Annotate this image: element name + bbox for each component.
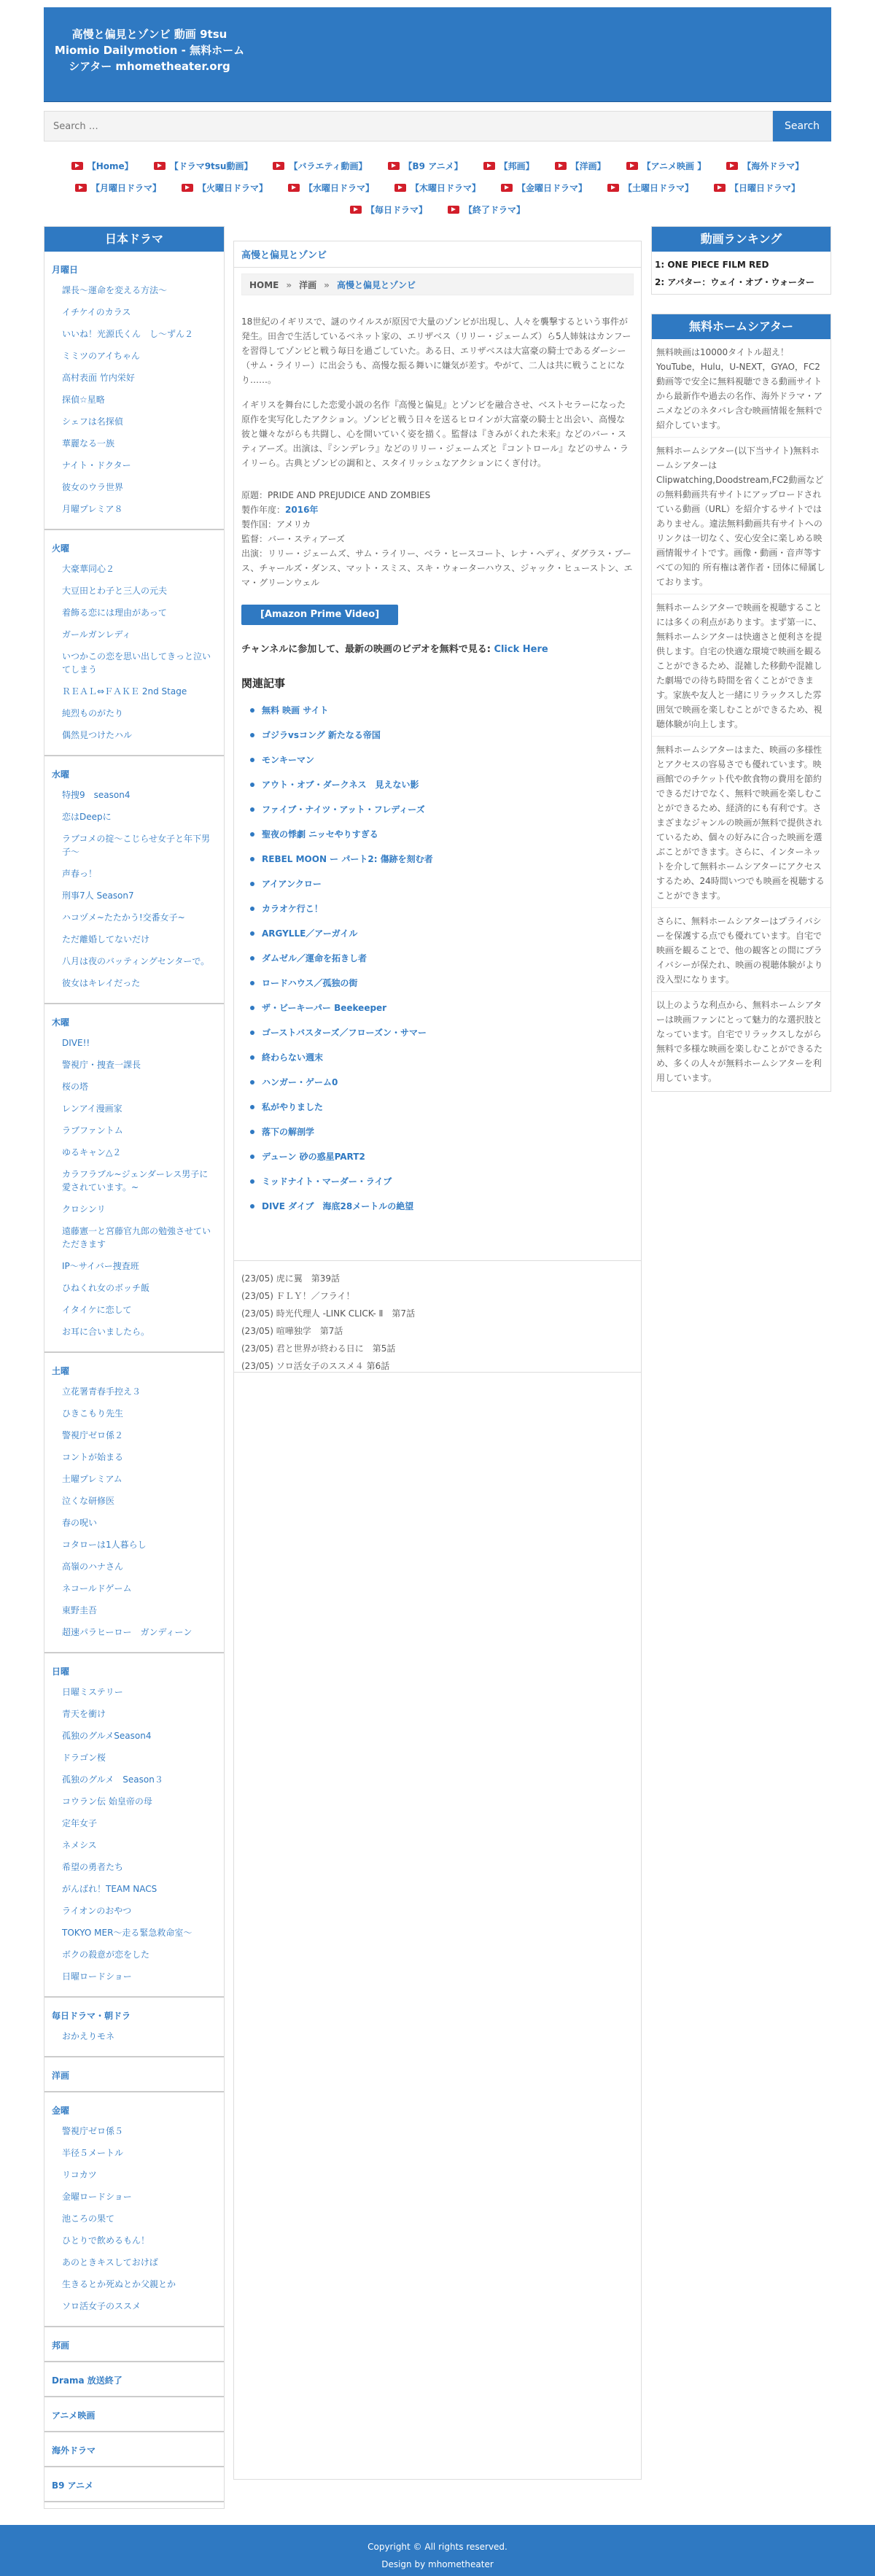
category-item[interactable]: 高嶺のハナさん [62,1561,124,1572]
divider [44,755,224,756]
divider [44,2056,224,2057]
play-icon [483,162,495,170]
category-item[interactable]: 孤独のグルメ Season３ [62,1774,163,1785]
play-icon [273,162,284,170]
nav-item-label: 【金曜日ドラマ】 [517,182,588,193]
category-item[interactable]: 東野圭吾 [62,1605,98,1615]
category-item[interactable]: 探偵☆星略 [62,395,105,405]
description-paragraph: イギリスを舞台にした恋愛小説の名作『高慢と偏見』とゾンビを融合させ、ベストセラーになった原作を実写化したアクション。ゾンビと戦う日々を送るヒロインが大富豪の騎士と出会い、高慢な彼と嫌々ながらも共闘し、心を開いていく姿を描く。監督は『きみがくれた未来』などのバー・スティアーズ。出演は、『シンデレラ』などのリリー・ジェームズと『コントロール』などのサム・ライリーら。古典とゾンビの調和と、スタイリッシュなアクションにくぎ付け。 [241,400,629,468]
nav-item[interactable] [448,198,525,220]
category-item[interactable]: 超速パラヒーロー ガンディーン [62,1627,192,1637]
nav-item-label: 【月曜日ドラマ】 [90,182,161,193]
nav-item[interactable] [483,155,534,176]
play-icon [75,184,87,192]
nav-item[interactable] [350,198,427,220]
play-icon [350,206,362,214]
recent-item[interactable]: (23/05) 虎に翼 第39話 [241,1273,341,1284]
category-item[interactable]: ナイト・ドクター [62,460,131,470]
category-item[interactable]: ガールガンレディ [62,629,131,640]
category-item[interactable]: 土曜プレミアム [62,1474,122,1484]
nav-item[interactable] [388,155,463,176]
related-item[interactable]: アイアンクロー [250,876,634,892]
free-text: 無料映画は10000タイトル超え！YouTube，Hulu，U-NEXT，GYAO，FC2動画等で安全に無料視聴できる動画サイトから最新作や過去の名作、海外ドラマ・アニメなどのネタバレ含む映画情報を無料で紹介しています。 [656,347,823,430]
related-item[interactable]: ロードハウス／孤独の街 [250,975,634,991]
nav-item-label: 【洋画】 [570,160,606,171]
sidebar-japanese-drama [44,226,225,2509]
category-title[interactable]: 木曜 [52,1017,70,1028]
category-item[interactable]: 春の呪い [62,1518,98,1528]
divider [44,1351,224,1353]
channel-text: チャンネルに参加して、最新の映画のビデオを無料で見る: [241,644,494,655]
related-list [250,702,634,1214]
category-item[interactable]: ライオンのおやつ [62,1906,132,1916]
ranking-item[interactable]: 1: ONE PIECE FILM RED [655,260,769,270]
category-item[interactable]: 警視庁ゼロ係５ [62,2126,124,2136]
related-item[interactable]: DIVE ダイブ 海底28メートルの絶望 [250,1198,634,1214]
category-item[interactable]: 刑事7人 Season7 [62,891,134,901]
play-icon [182,184,193,192]
free-text: 以上のような利点から、無料ホームシアターは映画ファンにとって魅力的な選択肢となっています。自宅でリラックスしながら無料で多様な映画を楽しむことができるため、多くの人々が無料ホームシアターを利用しています。 [652,991,831,1091]
recent-item[interactable]: (23/05) 君と世界が終わる日に 第5話 [241,1343,396,1354]
category-item[interactable]: 池ころの果て [62,2214,115,2224]
category-item[interactable]: あのときキスしておけば [62,2257,158,2267]
category-item[interactable]: 特捜9 season4 [62,790,131,800]
category-item[interactable]: 遠藤憲一と宮藤官九郎の勉強させていただきます [62,1226,211,1249]
nav-item[interactable] [71,155,133,176]
play-icon [626,162,638,170]
year-value: 2016年 [285,505,319,515]
category-title[interactable]: 土曜 [52,1366,70,1376]
channel-link[interactable]: Click Here [494,644,548,655]
category-item[interactable]: 金曜ロードショー [62,2192,132,2202]
category-title[interactable]: 邦画 [52,2340,70,2351]
category-title[interactable]: 火曜 [52,543,70,554]
nav-item[interactable] [288,176,374,198]
category-item[interactable]: 着飾る恋には理由があって [62,608,167,618]
related-item[interactable]: アウト・オブ・ダークネス 見えない影 [250,777,634,793]
play-icon [448,206,459,214]
related-item[interactable]: 落下の解剖学 [250,1124,634,1140]
synopsis-paragraph: 18世紀のイギリスで、謎のウイルスが原因で大量のゾンビが出現し、人々を襲撃するという事件が発生。田舎で生活しているベネット家の、エリザベス（リリー・ジェームズ）ら5人姉妹はカンフーを習得してゾンビと戦う毎日を過ごしていた。ある日、エリザベスは大富豪の騎士であるダーシー（サム・ライリー）に出会うも、高慢な振る舞いに嫌気が差す。やがて、二人は共に戦うことになり……。 [241,317,631,385]
category-item[interactable]: おかえりモネ [62,2031,115,2041]
category-title[interactable]: 水曜 [52,769,70,780]
category-item[interactable]: ラブコメの掟～こじらせ女子と年下男子～ [62,834,211,857]
related-item[interactable]: REBEL MOON ー パート2: 傷跡を刻む者 [250,851,634,867]
category-item[interactable]: 警視庁・捜査一課長 [62,1060,141,1070]
site-header [44,7,831,102]
free-text: 無料ホームシアター(以下当サイト)無料ホームシアターはClipwatching,Doodstream,FC2動画などの無料動画共有サイトにアップロードされている動画（URL）を紹介するサイトではありません。違法無料動画共有サイトへのリンクは一切なく、安心安全に楽しめる映画情報サイトです。画像・動画・音声等すべての知的 所有権は著作者・団体に帰属しております。 [652,437,831,589]
category-item[interactable]: 課長～運命を変える方法～ [62,285,168,295]
category-title[interactable]: Drama 放送終了 [52,2375,122,2386]
related-item[interactable]: デューン 砂の惑星PART2 [250,1149,634,1165]
related-title: 関連記事 [241,677,286,690]
category-item[interactable]: ボクの殺意が恋をした [62,1950,150,1960]
nav-item[interactable] [75,176,161,198]
related-item[interactable]: ミッドナイト・マーダー・ライブ [250,1173,634,1190]
category-item[interactable]: IP～サイバー捜査班 [62,1261,139,1271]
play-icon [388,162,400,170]
search-button[interactable]: Search [773,111,831,141]
related-item[interactable]: カラオケ行こ！ [250,901,634,917]
category-item[interactable]: 大豪華同心２ [62,564,115,574]
category-item[interactable]: 生きるとか死ぬとか父親とか [62,2279,176,2289]
related-item[interactable]: ダムゼル／運命を拓きし者 [250,950,634,966]
category-item[interactable]: ドラゴン桜 [62,1753,106,1763]
play-icon [555,162,567,170]
nav-item-label: 【Home】 [87,160,133,171]
main-nav [44,155,831,220]
category-title[interactable]: 金曜 [52,2106,70,2116]
category-item[interactable]: リコカツ [62,2170,97,2180]
category-item[interactable]: 立花署青春手控え３ [62,1386,141,1397]
free-text: 無料ホームシアターで映画を視聴することには多くの利点があります。まず第一に、無料ホームシアターは快適さと便利さを提供します。自宅の快適な環境で映画を観ることができるため、混雑した移動や混雑した劇場での待ち時間を省くことができます。家族や友人と一緒にリラックスした雰囲気で映画を楽しむことができるため、視聴体験が向上します。 [652,594,831,732]
category-item[interactable]: 半径５メートル [62,2148,124,2158]
page-title: 高慢と偏見とゾンビ [234,241,641,268]
site-footer [0,2525,875,2576]
nav-item-label: 【毎日ドラマ】 [365,204,427,215]
chevron-right-icon: » [324,280,330,290]
nav-item-label: 【海外ドラマ】 [742,160,804,171]
category-title[interactable]: 日曜 [52,1667,70,1677]
divider [44,2501,224,2502]
director: 監督：バー・スティアーズ [241,534,345,544]
play-icon [288,184,300,192]
category-item[interactable]: 希望の勇者たち [62,1862,124,1872]
related-item[interactable]: ゴジラvsコング 新たなる帝国 [250,727,634,743]
movie-meta [241,488,634,590]
category-item[interactable]: 警視庁ゼロ係２ [62,1430,124,1440]
category-item[interactable]: 彼女はキレイだった [62,978,141,988]
nav-item[interactable] [607,176,693,198]
category-item[interactable]: カラフラブル~ジェンダーレス男子に愛されています。~ [62,1169,209,1192]
play-icon [726,162,738,170]
category-item[interactable]: コウラン伝 始皇帝の母 [62,1796,152,1807]
nav-item[interactable] [555,155,606,176]
search-input[interactable] [44,111,773,141]
category-list [44,263,224,2502]
related-item[interactable]: ゴーストバスターズ／フローズン・サマー [250,1025,634,1041]
category-item[interactable]: ハコヅメ~たたかう!交番女子~ [62,912,185,923]
sidebar-right [651,226,831,1092]
divider [44,2091,224,2092]
search-bar [44,111,831,141]
category-item[interactable]: シェフは名探偵 [62,416,123,427]
nav-item-label: 【火曜日ドラマ】 [197,182,268,193]
category-item[interactable]: 高村表面 竹内栄好 [62,373,135,383]
recent-updates [233,1260,642,1373]
category-item[interactable]: レンアイ漫画家 [62,1103,122,1114]
ranking-title: 動画ランキング [652,227,831,252]
category-item[interactable]: ソロ活女子のススメ [62,2301,141,2311]
category-item[interactable]: 声春っ！ [62,869,98,879]
divider [44,2396,224,2397]
breadcrumb-category[interactable]: 洋画 [299,280,317,290]
related-item[interactable]: 終わらない週末 [250,1050,634,1066]
category-item[interactable]: ミミツのアイちゃん [62,351,140,361]
category-item[interactable]: ラブファントム [62,1125,123,1136]
play-icon [607,184,619,192]
design-credit: Design by mhometheater [381,2559,494,2569]
category-item[interactable]: 桜の塔 [62,1082,89,1092]
divider [44,1996,224,1998]
category-item[interactable]: コントが始まる [62,1452,124,1462]
nav-item-label: 【アニメ映画 】 [642,160,707,171]
category-item[interactable]: ひねくれ女のボッチ飯 [62,1283,150,1293]
category-item[interactable]: 定年女子 [62,1818,98,1828]
nav-item-label: 【バラエティ動画】 [289,160,368,171]
play-icon [714,184,726,192]
recent-item[interactable]: (23/05) 喧嘩独学 第7話 [241,1326,343,1336]
category-item[interactable]: イチケイのカラス [62,307,131,317]
category-item[interactable]: いいね！光源氏くん し～ずん２ [62,329,194,339]
divider [44,529,224,530]
category-item[interactable]: TOKYO MER～走る緊急救命室～ [62,1928,192,1938]
category-item[interactable]: 青天を衝け [62,1709,106,1719]
related-item[interactable]: ザ・ビーキーパー Beekeeper [250,1000,634,1016]
category-item[interactable]: いつかこの恋を思い出してきっと泣いてしまう [62,651,211,675]
production-year [241,503,634,517]
nav-item-label: 【終了ドラマ】 [464,204,526,215]
related-item[interactable]: 私がやりました [250,1099,634,1115]
category-item[interactable]: 恋はDeepに [62,812,112,822]
free-text: 無料ホームシアターはまた、映画の多様性とアクセスの容易さでも優れています。映画館でのチケット代や飲食物の費用を節約できるだけでなく、無料で映画を楽しむことができるため、経済的にも有利です。さまざまなジャンルの映画が無料で提供されているため、個々の好みに合った映画を選ぶことができます。さらに、インターネットを介して無料ホームシアターにアクセスするため、24時間いつでも映画を視聴することができます。 [652,736,831,903]
nav-item-label: 【邦画】 [499,160,534,171]
category-item[interactable]: 泣くな研修医 [62,1496,115,1506]
related-item[interactable]: ARGYLLE／アーガイル [250,926,634,942]
category-title[interactable]: 海外ドラマ [52,2445,96,2456]
category-item[interactable]: DIVE!! [62,1038,90,1048]
category-title[interactable]: 洋画 [52,2071,70,2081]
nav-item[interactable] [154,155,253,176]
category-item[interactable]: 華麗なる一族 [62,438,115,449]
related-item[interactable]: ハンガー・ゲーム0 [250,1074,634,1090]
nav-item[interactable] [273,155,367,176]
category-title[interactable]: B9 アニメ [52,2480,94,2491]
related-item[interactable]: 無料 映画 サイト [250,702,634,718]
year-label: 製作年度： [241,505,286,515]
category-item[interactable]: 日曜ロードショー [62,1971,132,1982]
related-item[interactable]: 聖夜の悸劇 ニッセやりすぎる [250,826,634,842]
nav-item[interactable] [626,155,707,176]
breadcrumb-home[interactable]: HOME [249,280,279,290]
nav-item-label: 【B9 アニメ】 [403,160,463,171]
category-item[interactable]: 偶然見つけたハル [62,730,133,740]
divider [44,2361,224,2362]
category-item[interactable]: クロシンリ [62,1204,106,1214]
cast: 出演：リリー・ジェームズ、サム・ライリー、ベラ・ヒースコート、レナ・ヘディ、ダグラス・ブース、チャールズ・ダンス、マット・スミス、スキ・ウォーターハウス、ジャック・ヒューストン、エマ・グリーンウェル [241,548,633,588]
category-item[interactable]: 月曜プレミア８ [62,504,123,514]
category-item[interactable]: お耳に合いましたら。 [62,1327,150,1337]
free-theater-box [651,314,831,1092]
nav-item[interactable] [394,176,481,198]
category-item[interactable]: ネメシス [62,1840,97,1850]
nav-item-label: 【水曜日ドラマ】 [303,182,374,193]
nav-item-label: 【木曜日ドラマ】 [410,182,481,193]
free-theater-title: 無料ホームシアター [652,314,831,339]
play-icon [501,184,513,192]
play-icon [394,184,406,192]
category-item[interactable]: 彼女のウラ世界 [62,482,124,492]
divider [44,1652,224,1653]
sidebar-title: 日本ドラマ [44,227,224,252]
category-title[interactable]: 毎日ドラマ・朝ドラ [52,2011,131,2021]
related-item[interactable]: ファイブ・ナイツ・アット・フレディーズ [250,802,634,818]
recent-item[interactable]: (23/05) ＦＬＹ！／フライ！ [241,1291,355,1301]
breadcrumb-current: 高慢と偏見とゾンビ [336,280,416,290]
category-item[interactable]: ネコールドゲーム [62,1583,132,1594]
recent-item[interactable]: (23/05) ソロ活女子のススメ４ 第6話 [241,1361,390,1371]
channel-notice [241,641,634,655]
category-item[interactable]: ゆるキャン△２ [62,1147,122,1157]
related-item[interactable]: モンキーマン [250,752,634,768]
site-title[interactable]: 高慢と偏見とゾンビ 動画 9tsu Miomio Dailymotion - 無料ホームシアター mhometheater.org [54,28,245,73]
nav-item[interactable] [501,176,587,198]
amazon-prime-button[interactable]: [Amazon Prime Video] [241,605,398,625]
ranking-box [651,226,831,295]
divider [44,2326,224,2327]
category-item[interactable]: 日曜ミステリー [62,1687,123,1697]
nav-item[interactable] [726,155,804,176]
category-item[interactable]: イタイケに恋して [62,1305,132,1315]
divider [44,2466,224,2467]
category-title[interactable]: 月曜日 [52,265,79,275]
category-item[interactable]: がんばれ！TEAM NACS [62,1884,158,1894]
nav-item[interactable] [182,176,268,198]
category-item[interactable]: ひとりで飲めるもん！ [62,2235,150,2246]
copyright: Copyright © All rights reserved. [368,2542,508,2552]
category-item[interactable]: ただ離婚してないだけ [62,934,150,944]
breadcrumb [241,273,634,295]
category-item[interactable]: ひきこもり先生 [62,1408,124,1419]
category-title[interactable]: アニメ映画 [52,2410,96,2421]
category-item[interactable]: コタローは1人暮らし [62,1540,147,1550]
nav-item-label: 【土曜日ドラマ】 [623,182,694,193]
divider [44,1003,224,1004]
category-item[interactable]: ＲＥＡＬ⇔ＦＡＫＥ 2nd Stage [62,686,187,697]
production-country: 製作国：アメリカ [241,519,311,529]
nav-item-label: 【日曜日ドラマ】 [730,182,801,193]
divider [44,2431,224,2432]
recent-item[interactable]: (23/05) 時光代理人 -LINK CLICK- Ⅱ 第7話 [241,1308,416,1319]
chevron-right-icon: » [286,280,292,290]
nav-item-label: 【ドラマ9tsu動画】 [169,160,253,171]
nav-item[interactable] [714,176,800,198]
category-item[interactable]: 大豆田とわ子と三人の元夫 [62,586,168,596]
original-title: 原題：PRIDE AND PREJUDICE AND ZOMBIES [241,490,431,500]
free-text: さらに、無料ホームシアターはプライバシーを保護する点でも優れています。自宅で映画を観ることで、他の観客との間にプライバシーが保たれ、映画の視聴体験がより没入型になります。 [652,907,831,987]
ranking-item[interactable]: 2: アバター：ウェイ・オブ・ウォーター [655,277,815,287]
category-item[interactable]: 八月は夜のバッティングセンターで。 [62,956,210,966]
play-icon [71,162,83,170]
play-icon [154,162,166,170]
category-item[interactable]: 純烈ものがたり [62,708,124,718]
category-item[interactable]: 孤独のグルメSeason4 [62,1731,152,1741]
